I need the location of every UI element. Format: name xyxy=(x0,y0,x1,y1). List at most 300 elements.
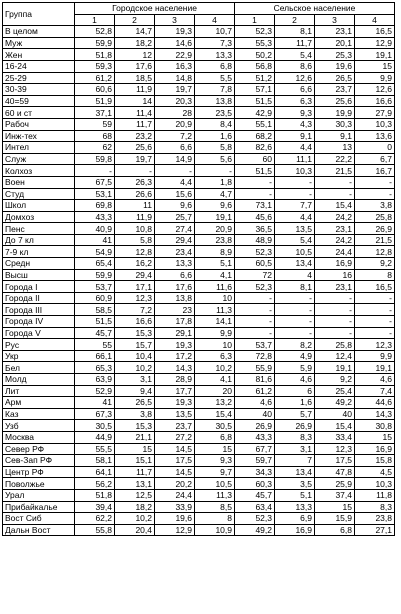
rural-value-cell: 19,1 xyxy=(315,362,355,374)
urban-value-cell: 26,5 xyxy=(115,397,155,409)
row-label: Города V xyxy=(3,327,75,339)
urban-value-cell: 15,3 xyxy=(115,420,155,432)
table-row xyxy=(3,153,395,165)
table-row xyxy=(3,107,395,119)
urban-value-cell: 10 xyxy=(195,339,235,351)
rural-value-cell: 19,1 xyxy=(355,49,395,61)
row-label: Москва xyxy=(3,431,75,443)
rural-value-cell: - xyxy=(275,327,315,339)
rural-value-cell: 26,9 xyxy=(275,420,315,432)
table-row xyxy=(3,292,395,304)
rural-value-cell: 12,8 xyxy=(355,246,395,258)
urban-value-cell: 3,8 xyxy=(115,408,155,420)
rural-value-cell: - xyxy=(355,292,395,304)
urban-subcol-header: 4 xyxy=(195,14,235,26)
urban-value-cell: 66,1 xyxy=(75,350,115,362)
urban-value-cell: 64,1 xyxy=(75,466,115,478)
table-row xyxy=(3,350,395,362)
rural-value-cell: 4,4 xyxy=(275,211,315,223)
rural-value-cell: 16,9 xyxy=(315,258,355,270)
table-row xyxy=(3,316,395,328)
urban-value-cell: 21,1 xyxy=(115,431,155,443)
urban-value-cell: 59,3 xyxy=(75,60,115,72)
rural-value-cell: 16,5 xyxy=(355,26,395,38)
urban-value-cell: 62 xyxy=(75,142,115,154)
rural-value-cell: 23,1 xyxy=(315,281,355,293)
urban-subcol-header: 2 xyxy=(115,14,155,26)
rural-value-cell: - xyxy=(275,304,315,316)
urban-value-cell: 9,6 xyxy=(155,200,195,212)
table-row xyxy=(3,49,395,61)
rural-value-cell: 25,6 xyxy=(315,95,355,107)
urban-value-cell: 17,7 xyxy=(155,385,195,397)
urban-value-cell: 9,3 xyxy=(195,455,235,467)
row-label: Воен xyxy=(3,176,75,188)
urban-value-cell: 55,5 xyxy=(75,443,115,455)
urban-value-cell: 8 xyxy=(195,513,235,525)
urban-value-cell: 9,4 xyxy=(115,385,155,397)
row-label: Север РФ xyxy=(3,443,75,455)
urban-value-cell: 45,7 xyxy=(75,327,115,339)
rural-value-cell: 19,6 xyxy=(315,60,355,72)
table-row xyxy=(3,455,395,467)
row-label: Школ xyxy=(3,200,75,212)
rural-value-cell: 33,4 xyxy=(315,431,355,443)
urban-value-cell: 6,3 xyxy=(195,350,235,362)
urban-value-cell: 9,9 xyxy=(195,327,235,339)
table-row xyxy=(3,26,395,38)
rural-value-cell: 25,3 xyxy=(315,49,355,61)
urban-value-cell: 12,9 xyxy=(155,524,195,536)
urban-value-cell: 12,3 xyxy=(115,292,155,304)
rural-value-cell: 13,4 xyxy=(275,466,315,478)
urban-value-cell: 52,8 xyxy=(75,26,115,38)
urban-value-cell: 15,3 xyxy=(115,327,155,339)
rural-value-cell: 73,1 xyxy=(235,200,275,212)
rural-value-cell: 34,3 xyxy=(235,466,275,478)
header-row-groups xyxy=(3,3,395,15)
urban-value-cell: 59 xyxy=(75,118,115,130)
urban-value-cell: 59,9 xyxy=(75,37,115,49)
urban-value-cell: 20,3 xyxy=(155,95,195,107)
table-row xyxy=(3,165,395,177)
row-label: Дальн Вост xyxy=(3,524,75,536)
rural-value-cell: 15 xyxy=(315,501,355,513)
urban-value-cell: 13,5 xyxy=(155,408,195,420)
urban-value-cell: 25,7 xyxy=(155,211,195,223)
rural-value-cell: 9,1 xyxy=(315,130,355,142)
urban-value-cell: 33,9 xyxy=(155,501,195,513)
table-row xyxy=(3,443,395,455)
rural-value-cell: 52,3 xyxy=(235,246,275,258)
rural-value-cell: 8,3 xyxy=(275,431,315,443)
rural-value-cell: 30,8 xyxy=(355,420,395,432)
rural-value-cell: 13,6 xyxy=(355,130,395,142)
rural-subcol-header: 1 xyxy=(235,14,275,26)
rural-value-cell: 6,6 xyxy=(275,84,315,96)
urban-value-cell: 17,2 xyxy=(155,350,195,362)
rural-value-cell: 12,6 xyxy=(355,84,395,96)
rural-value-cell: 1,6 xyxy=(275,397,315,409)
urban-value-cell: 5,1 xyxy=(195,258,235,270)
table-row xyxy=(3,420,395,432)
urban-value-cell: 10,2 xyxy=(195,362,235,374)
table-row xyxy=(3,466,395,478)
row-label: Лит xyxy=(3,385,75,397)
urban-value-cell: 10 xyxy=(195,292,235,304)
urban-value-cell: 27,2 xyxy=(155,431,195,443)
rural-value-cell: - xyxy=(275,188,315,200)
table-row xyxy=(3,374,395,386)
urban-value-cell: 1,6 xyxy=(195,130,235,142)
urban-value-cell: 55 xyxy=(75,339,115,351)
urban-value-cell: 12 xyxy=(115,49,155,61)
urban-value-cell: 23,7 xyxy=(155,420,195,432)
urban-value-cell: 26,3 xyxy=(115,176,155,188)
rural-value-cell: - xyxy=(355,316,395,328)
urban-value-cell: 4,1 xyxy=(195,269,235,281)
urban-value-cell: 14,8 xyxy=(155,72,195,84)
rural-value-cell: 52,3 xyxy=(235,26,275,38)
urban-value-cell: 14,9 xyxy=(155,153,195,165)
table-row xyxy=(3,501,395,513)
rural-value-cell: 7,4 xyxy=(355,385,395,397)
row-label: Прибайкалье xyxy=(3,501,75,513)
rural-population-header: Сельское население xyxy=(235,3,395,15)
urban-value-cell: 54,9 xyxy=(75,246,115,258)
urban-value-cell: 19,3 xyxy=(155,26,195,38)
row-label: В целом xyxy=(3,26,75,38)
urban-value-cell: 69,8 xyxy=(75,200,115,212)
urban-value-cell: 10,5 xyxy=(195,478,235,490)
urban-value-cell: 65,3 xyxy=(75,362,115,374)
rural-value-cell: 61,2 xyxy=(235,385,275,397)
rural-value-cell: 14,3 xyxy=(355,408,395,420)
urban-value-cell: 55,8 xyxy=(75,524,115,536)
urban-value-cell: 58,1 xyxy=(75,455,115,467)
row-label: Рус xyxy=(3,339,75,351)
rural-value-cell: 52,3 xyxy=(235,513,275,525)
urban-value-cell: 19,3 xyxy=(155,339,195,351)
urban-value-cell: 5,8 xyxy=(115,234,155,246)
rural-value-cell: - xyxy=(355,188,395,200)
row-label: Города III xyxy=(3,304,75,316)
row-label: Города II xyxy=(3,292,75,304)
rural-value-cell: 55,9 xyxy=(235,362,275,374)
urban-value-cell: 20,9 xyxy=(195,223,235,235)
rural-value-cell: - xyxy=(315,176,355,188)
row-label: 16-24 xyxy=(3,60,75,72)
table-row xyxy=(3,513,395,525)
rural-value-cell: 11,1 xyxy=(275,153,315,165)
rural-value-cell: 45,6 xyxy=(235,211,275,223)
rural-value-cell: - xyxy=(235,316,275,328)
table-row xyxy=(3,269,395,281)
rural-value-cell: 68,2 xyxy=(235,130,275,142)
table-row xyxy=(3,188,395,200)
urban-value-cell: 23,8 xyxy=(195,234,235,246)
rural-value-cell: - xyxy=(315,316,355,328)
urban-value-cell: 18,2 xyxy=(115,37,155,49)
rural-value-cell: 9,9 xyxy=(355,350,395,362)
rural-value-cell: 25,8 xyxy=(315,339,355,351)
rural-value-cell: 25,9 xyxy=(315,478,355,490)
rural-value-cell: 10,5 xyxy=(275,246,315,258)
row-label: Пенс xyxy=(3,223,75,235)
rural-value-cell: 56,8 xyxy=(235,60,275,72)
rural-value-cell: 19,1 xyxy=(355,362,395,374)
urban-value-cell: 26,6 xyxy=(115,188,155,200)
urban-value-cell: 17,5 xyxy=(155,455,195,467)
urban-value-cell: 51,5 xyxy=(75,316,115,328)
urban-value-cell: 6,8 xyxy=(195,60,235,72)
urban-value-cell: 11,7 xyxy=(115,466,155,478)
urban-value-cell: 23,2 xyxy=(115,130,155,142)
table-row xyxy=(3,223,395,235)
urban-value-cell: 61,2 xyxy=(75,72,115,84)
row-label: Узб xyxy=(3,420,75,432)
rural-value-cell: 13,3 xyxy=(275,501,315,513)
rural-value-cell: 10,3 xyxy=(355,118,395,130)
rural-value-cell: 8,1 xyxy=(275,26,315,38)
urban-value-cell: - xyxy=(195,165,235,177)
urban-value-cell: 13,1 xyxy=(115,478,155,490)
urban-value-cell: 10,4 xyxy=(115,350,155,362)
urban-value-cell: 67,3 xyxy=(75,408,115,420)
urban-value-cell: 10,9 xyxy=(195,524,235,536)
rural-value-cell: - xyxy=(315,304,355,316)
rural-value-cell: 48,9 xyxy=(235,234,275,246)
rural-value-cell: 67,7 xyxy=(235,443,275,455)
row-label: Высш xyxy=(3,269,75,281)
table-row xyxy=(3,431,395,443)
rural-value-cell: 0 xyxy=(355,142,395,154)
rural-value-cell: 59,7 xyxy=(235,455,275,467)
urban-value-cell: 28,9 xyxy=(155,374,195,386)
row-label: До 7 кл xyxy=(3,234,75,246)
urban-value-cell: 5,6 xyxy=(195,153,235,165)
rural-value-cell: 4,6 xyxy=(355,374,395,386)
rural-value-cell: 5,9 xyxy=(275,362,315,374)
urban-subcol-header: 1 xyxy=(75,14,115,26)
rural-value-cell: 16,9 xyxy=(355,443,395,455)
rural-value-cell: 12,3 xyxy=(355,339,395,351)
row-label: Интел xyxy=(3,142,75,154)
urban-value-cell: 4,7 xyxy=(195,188,235,200)
urban-value-cell: 17,8 xyxy=(155,316,195,328)
rural-value-cell: - xyxy=(355,176,395,188)
rural-value-cell: 3,8 xyxy=(355,200,395,212)
row-label: Муж xyxy=(3,37,75,49)
urban-value-cell: 6,6 xyxy=(155,269,195,281)
group-column-header: Группа xyxy=(3,3,75,26)
urban-value-cell: 7,8 xyxy=(195,84,235,96)
rural-value-cell: 25,8 xyxy=(355,211,395,223)
urban-value-cell: 63,9 xyxy=(75,374,115,386)
rural-value-cell: 36,5 xyxy=(235,223,275,235)
table-row xyxy=(3,200,395,212)
row-label: Домхоз xyxy=(3,211,75,223)
rural-value-cell: 63,4 xyxy=(235,501,275,513)
table-row xyxy=(3,489,395,501)
rural-value-cell: 6,9 xyxy=(275,513,315,525)
rural-value-cell: 47,8 xyxy=(315,466,355,478)
rural-value-cell: - xyxy=(275,292,315,304)
rural-value-cell: - xyxy=(235,176,275,188)
urban-value-cell: 53,7 xyxy=(75,281,115,293)
rural-value-cell: 57,1 xyxy=(235,84,275,96)
row-label: Укр xyxy=(3,350,75,362)
urban-value-cell: 6,8 xyxy=(195,431,235,443)
urban-value-cell: 59,8 xyxy=(75,153,115,165)
table-row xyxy=(3,281,395,293)
urban-value-cell: 58,5 xyxy=(75,304,115,316)
rural-value-cell: - xyxy=(235,292,275,304)
urban-value-cell: 9,7 xyxy=(195,466,235,478)
rural-value-cell: 43,3 xyxy=(235,431,275,443)
rural-value-cell: 12,3 xyxy=(315,443,355,455)
table-row xyxy=(3,397,395,409)
rural-value-cell: 15,4 xyxy=(315,200,355,212)
urban-value-cell: 68 xyxy=(75,130,115,142)
urban-value-cell: 51,9 xyxy=(75,95,115,107)
rural-value-cell: - xyxy=(315,327,355,339)
urban-value-cell: 14,1 xyxy=(195,316,235,328)
urban-value-cell: 53,1 xyxy=(75,188,115,200)
urban-value-cell: 27,4 xyxy=(155,223,195,235)
urban-value-cell: 3,1 xyxy=(115,374,155,386)
rural-value-cell: 82,6 xyxy=(235,142,275,154)
rural-value-cell: 24,2 xyxy=(315,211,355,223)
rural-value-cell: 4,5 xyxy=(355,466,395,478)
rural-value-cell: 23,1 xyxy=(315,223,355,235)
rural-value-cell: 15,8 xyxy=(355,455,395,467)
urban-subcol-header: 3 xyxy=(155,14,195,26)
urban-value-cell: 52,9 xyxy=(75,385,115,397)
rural-value-cell: 55,3 xyxy=(235,37,275,49)
row-label: Бел xyxy=(3,362,75,374)
rural-value-cell: 23,8 xyxy=(355,513,395,525)
rural-value-cell: 50,2 xyxy=(235,49,275,61)
rural-value-cell: 26,9 xyxy=(235,420,275,432)
urban-value-cell: 23 xyxy=(155,304,195,316)
urban-value-cell: 22,9 xyxy=(155,49,195,61)
table-row xyxy=(3,408,395,420)
urban-value-cell: 13,3 xyxy=(155,258,195,270)
urban-value-cell: 60,6 xyxy=(75,84,115,96)
rural-value-cell: 81,6 xyxy=(235,374,275,386)
urban-value-cell: 30,5 xyxy=(195,420,235,432)
urban-value-cell: - xyxy=(155,165,195,177)
rural-value-cell: 51,2 xyxy=(235,72,275,84)
row-label: Колхоз xyxy=(3,165,75,177)
table-row xyxy=(3,130,395,142)
rural-value-cell: 6,7 xyxy=(355,153,395,165)
table-row xyxy=(3,362,395,374)
urban-value-cell: 23,4 xyxy=(155,246,195,258)
rural-value-cell: 8,1 xyxy=(275,281,315,293)
rural-value-cell: 51,5 xyxy=(235,165,275,177)
rural-value-cell: 13,5 xyxy=(275,223,315,235)
rural-value-cell: 11,8 xyxy=(355,489,395,501)
table-row xyxy=(3,385,395,397)
urban-value-cell: 20,9 xyxy=(155,118,195,130)
row-label: Средн xyxy=(3,258,75,270)
urban-value-cell: 13,3 xyxy=(195,49,235,61)
row-label: Центр РФ xyxy=(3,466,75,478)
urban-value-cell: 62,2 xyxy=(75,513,115,525)
urban-value-cell: 40,9 xyxy=(75,223,115,235)
urban-value-cell: 19,1 xyxy=(195,211,235,223)
table-row xyxy=(3,304,395,316)
rural-value-cell: 72 xyxy=(235,269,275,281)
table-row xyxy=(3,211,395,223)
urban-value-cell: 25,6 xyxy=(115,142,155,154)
urban-value-cell: 11,6 xyxy=(195,281,235,293)
rural-value-cell: 9,9 xyxy=(355,72,395,84)
rural-value-cell: 15,9 xyxy=(315,513,355,525)
rural-value-cell: 16,5 xyxy=(355,281,395,293)
urban-value-cell: 10,2 xyxy=(115,362,155,374)
rural-value-cell: - xyxy=(355,304,395,316)
rural-value-cell: 7 xyxy=(275,455,315,467)
rural-value-cell: 16,7 xyxy=(355,165,395,177)
rural-value-cell: 27,1 xyxy=(355,524,395,536)
urban-value-cell: 17,6 xyxy=(115,60,155,72)
urban-value-cell: 28 xyxy=(155,107,195,119)
row-label: Города I xyxy=(3,281,75,293)
urban-value-cell: 37,1 xyxy=(75,107,115,119)
rural-value-cell: 6,8 xyxy=(315,524,355,536)
row-label: Каз xyxy=(3,408,75,420)
rural-value-cell: 9,2 xyxy=(315,374,355,386)
rural-value-cell: 4,6 xyxy=(275,374,315,386)
row-label: 60 и ст xyxy=(3,107,75,119)
urban-value-cell: 51,8 xyxy=(75,49,115,61)
table-row xyxy=(3,176,395,188)
rural-value-cell: 16,9 xyxy=(275,524,315,536)
rural-value-cell: 4,3 xyxy=(275,118,315,130)
urban-value-cell: 65,4 xyxy=(75,258,115,270)
rural-value-cell: 60,3 xyxy=(235,478,275,490)
rural-value-cell: 9,1 xyxy=(275,130,315,142)
rural-value-cell: 8,2 xyxy=(275,339,315,351)
table-row xyxy=(3,37,395,49)
rural-value-cell: 27,9 xyxy=(355,107,395,119)
row-label: Города IV xyxy=(3,316,75,328)
row-label: Молд xyxy=(3,374,75,386)
urban-value-cell: 8,5 xyxy=(195,501,235,513)
urban-population-header: Городское население xyxy=(75,3,235,15)
urban-value-cell: 13,2 xyxy=(195,397,235,409)
table-row xyxy=(3,95,395,107)
rural-value-cell: 42,9 xyxy=(235,107,275,119)
urban-value-cell: 15,7 xyxy=(115,339,155,351)
row-label: Сев-Зап РФ xyxy=(3,455,75,467)
rural-value-cell: 8 xyxy=(355,269,395,281)
table-row xyxy=(3,258,395,270)
urban-value-cell: 11,3 xyxy=(195,489,235,501)
urban-value-cell: 17,6 xyxy=(155,281,195,293)
urban-value-cell: 11,9 xyxy=(115,84,155,96)
urban-value-cell: 14,5 xyxy=(155,443,195,455)
rural-value-cell: 6 xyxy=(275,385,315,397)
urban-value-cell: 11,4 xyxy=(115,107,155,119)
urban-value-cell: 13,8 xyxy=(195,95,235,107)
urban-value-cell: 15 xyxy=(195,443,235,455)
urban-value-cell: 16,6 xyxy=(115,316,155,328)
table-row xyxy=(3,72,395,84)
